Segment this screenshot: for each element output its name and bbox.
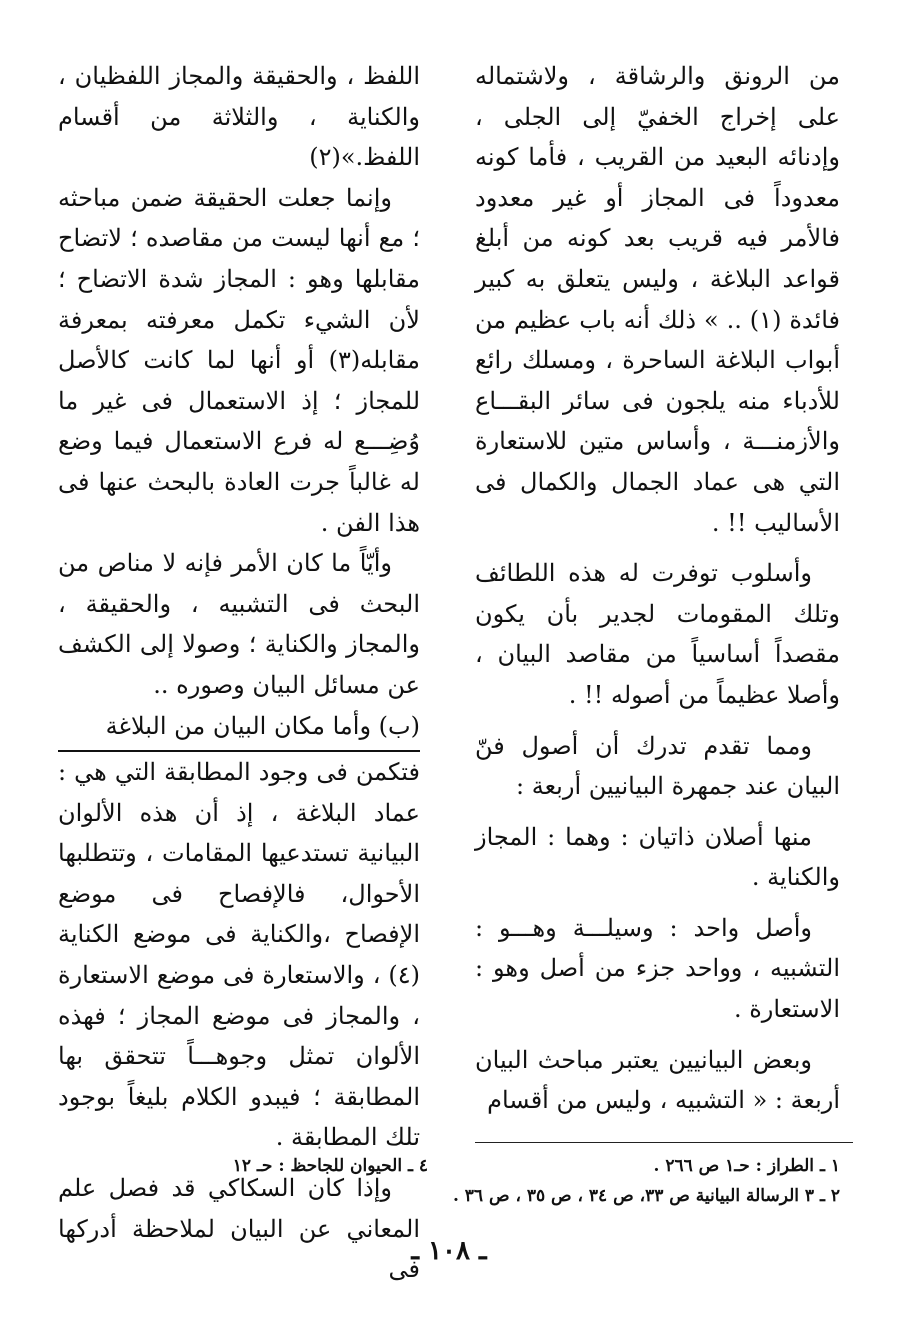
paragraph: اللفظ ، والحقيقة والمجاز اللفظيان ، والكناية ، والثلاثة من أقسام اللفظ.»(٢) xyxy=(58,62,420,172)
footnote-1: ١ ـ الطراز : حـ١ ص ٢٦٦ . xyxy=(653,1156,840,1176)
right-column xyxy=(475,56,840,1121)
footnote-2-3: ٢ ـ ٣ الرسالة البيانية ص ٣٣، ص ٣٤ ، ص ٣٥ ، ص ٣٦ . xyxy=(452,1186,840,1206)
left-column xyxy=(58,56,420,1290)
paragraph: وبعض البيانيين يعتبر مباحث البيان أربعة : « التشبيه ، وليس من أقسام xyxy=(475,1045,840,1115)
paragraph: وأصل واحد : وسيلـــة وهـــو : التشبيه ، وواحد جزء من أصل وهو : الاستعارة . xyxy=(475,913,840,1024)
paragraph: فتكمن فى وجود المطابقة التي هي : عماد البلاغة ، إذ أن هذه الألوان البيانية تستدعيها المقامات ، وتتطلبها الأحوال، فالإفصاح فى موضع الإفصاح ،والكناية فى موضع الكناية (٤) ، والاستعارة فى موضع الاستعارة ، والمجاز فى موضع المجاز ؛ فهذه الألوان تمثل وجوهـــاً تتحقق بها المطابقة ؛ فيبدو الكلام بليغاً بوجود تلك المطابقة . xyxy=(58,758,420,1152)
paragraph: من الرونق والرشاقة ، ولاشتماله على إخراج الخفيّ إلى الجلى ، وإدنائه البعيد من القريب ، فأما كونه معدوداً فى المجاز أو غير معدود فالأمر فيه قريب بعد كونه من أبلغ قواعد البلاغة ، وليس يتعلق به كبير فائدة (١) .. » ذلك أنه باب عظيم من أبواب البلاغة الساحرة ، ومسلك رائع للأدباء منه يلجون فى سائر البقـــاع والأزمنـــة ، وأساس متين للاستعارة التي هى عماد الجمال والكمال فى الأساليب !! . xyxy=(475,62,840,537)
paragraph: وأسلوب توفرت له هذه اللطائف وتلك المقومات لجدير بأن يكون مقصداً أساسياً من مقاصد البيان ، وأصلا عظيماً من أصوله !! . xyxy=(475,559,840,709)
paragraph: ومما تقدم تدرك أن أصول فنّ البيان عند جمهرة البيانيين أربعة : xyxy=(475,731,840,801)
paragraph: وإذا كان السكاكي قد فصل علم المعاني عن البيان لملاحظة أدركها فى xyxy=(58,1174,420,1284)
footnote-divider xyxy=(475,1142,853,1143)
paragraph: وإنما جعلت الحقيقة ضمن مباحثه ؛ مع أنها ليست من مقاصده ؛ لاتضاح مقابلها وهو : المجاز شدة الاتضاح ؛ لأن الشيء تكمل معرفته بمعرفة مقابله(٣) أو أنها لما كانت كالأصل للمجاز ؛ إذ الاستعمال فى غير ما وُضِـــع له فرع الاستعمال فيما وضع له غالباً جرت العادة بالبحث عنها فى هذا الفن . xyxy=(58,183,420,537)
footnote-4: ٤ ـ الحيوان للجاحظ : حـ ١٢ xyxy=(232,1156,428,1176)
paragraph: وأيّاً ما كان الأمر فإنه لا مناص من البحث فى التشبيه ، والحقيقة ، والمجاز والكناية ؛ وصولا إلى الكشف عن مسائل البيان وصوره .. xyxy=(58,549,420,699)
paragraph: منها أصلان ذاتيان : وهما : المجاز والكناية . xyxy=(475,822,840,892)
section-heading: (ب) وأما مكان البيان من البلاغة xyxy=(58,706,420,753)
page-number: ـ ١٠٨ ـ xyxy=(411,1236,487,1266)
